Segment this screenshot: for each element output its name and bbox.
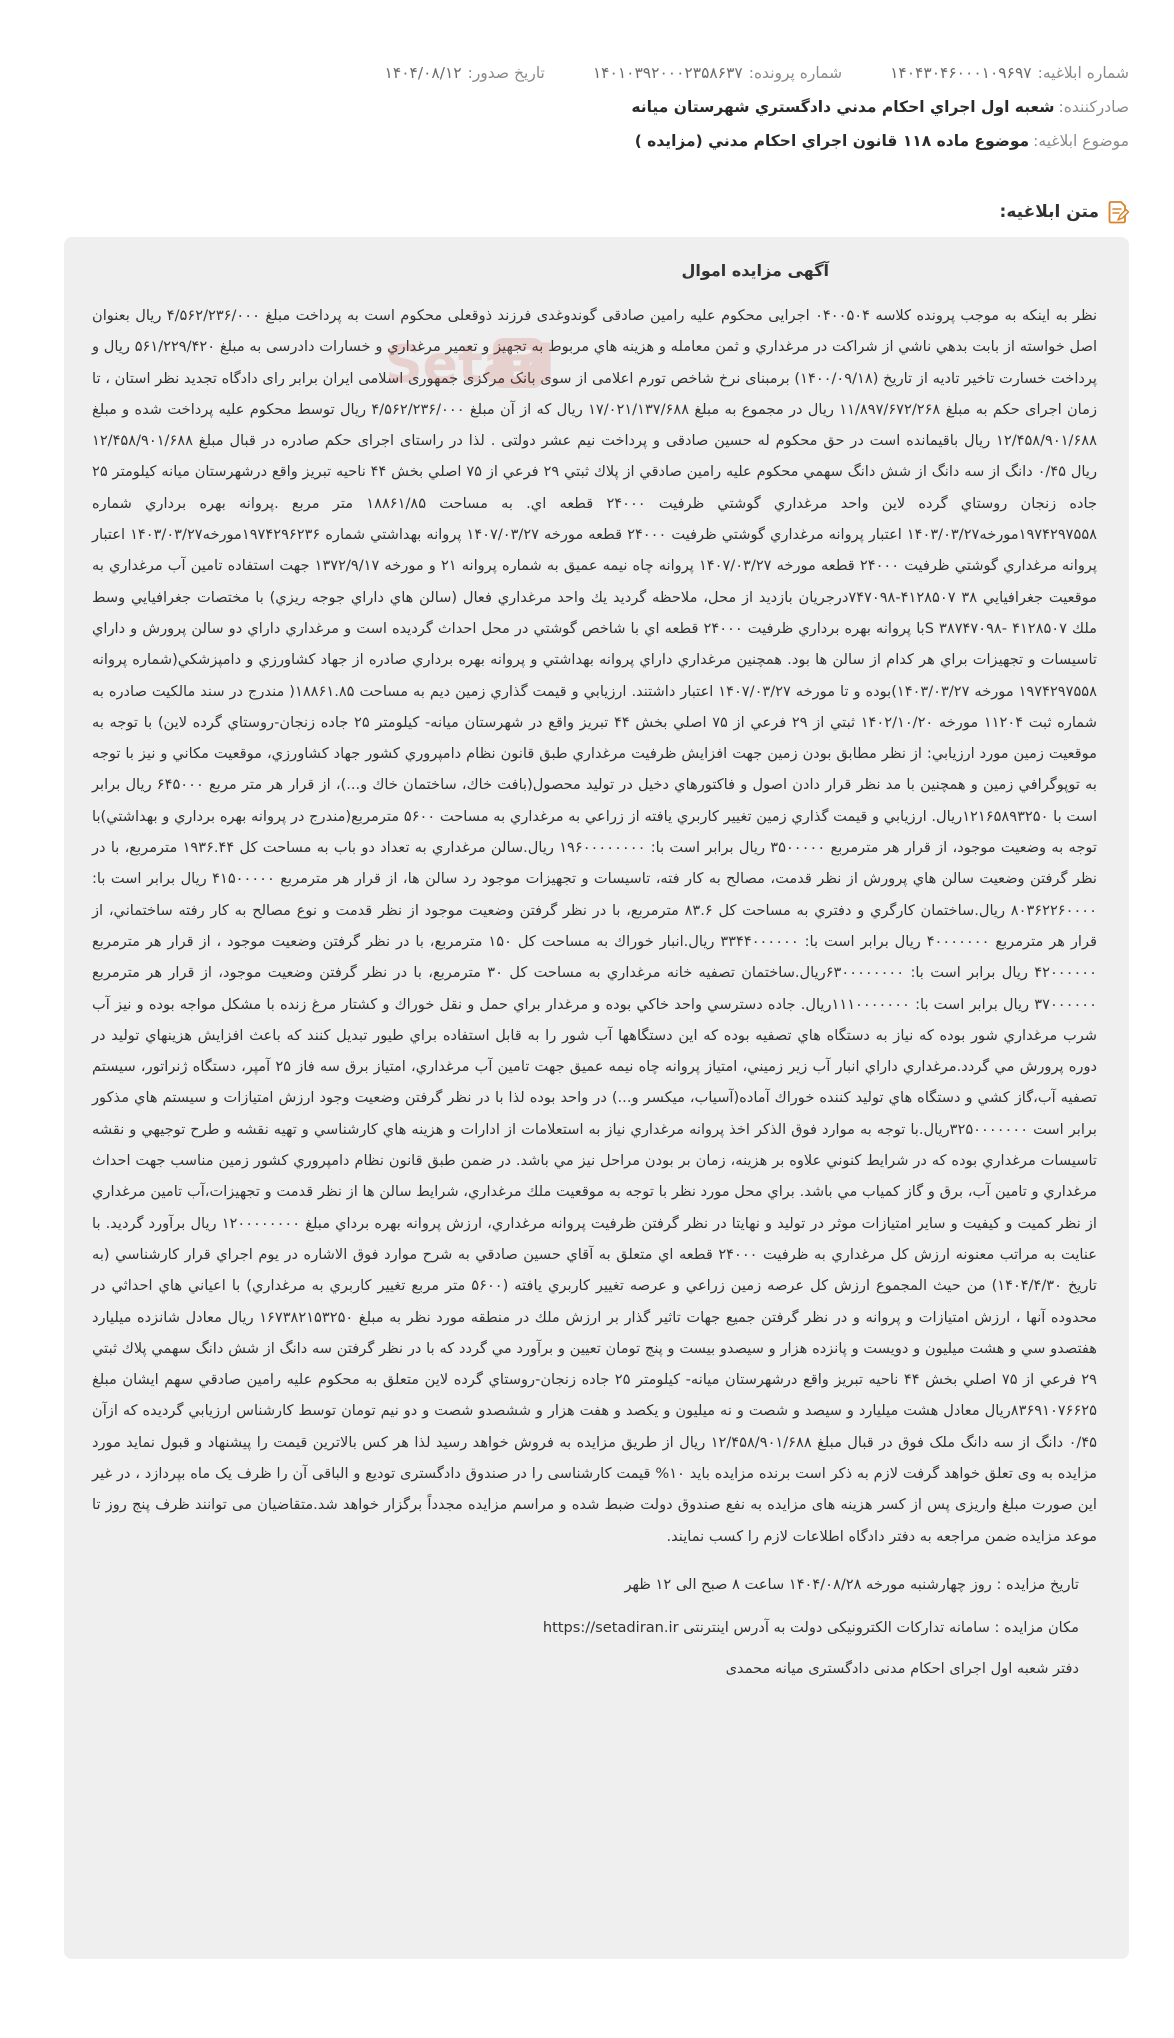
notice-header bbox=[49, 56, 1129, 158]
subject-label: موضوع ابلاغیه: bbox=[1033, 132, 1129, 150]
issue-date-value: ۱۴۰۴/۰۸/۱۲ bbox=[384, 64, 462, 82]
notice-number bbox=[890, 64, 1129, 82]
issue-date-label: تاریخ صدور: bbox=[467, 64, 545, 82]
notice-number-label: شماره ابلاغیه: bbox=[1037, 64, 1129, 82]
case-number-value: ۱۴۰۱۰۳۹۲۰۰۰۲۳۵۸۶۳۷ bbox=[592, 64, 743, 82]
notice-text-heading-label: متن ابلاغیه: bbox=[999, 202, 1099, 222]
subject-row bbox=[49, 124, 1129, 158]
auction-date: تاریخ مزایده : روز چهارشنبه مورخه ۱۴۰۴/۰۸/۲۸ ساعت ۸ صبح الی ۱۲ ظهر bbox=[624, 1575, 1079, 1593]
notice-text-heading bbox=[1000, 200, 1129, 224]
auction-place: مکان مزایده : سامانه تدارکات الکترونیکی دولت به آدرس اینترنتی https://setadiran.ir bbox=[542, 1618, 1079, 1636]
subject-value: موضوع ماده ۱۱۸ قانون اجراي احكام مدني (مزايده ) bbox=[634, 132, 1030, 150]
case-number bbox=[593, 64, 842, 82]
document-edit-icon bbox=[1107, 200, 1129, 224]
notice-content-box bbox=[64, 237, 1129, 1959]
notice-meta-row bbox=[49, 56, 1129, 90]
auction-title: آگهی مزایده اموال bbox=[681, 261, 829, 280]
office-signature: دفتر شعبه اول اجرای احکام مدنی دادگستری میانه محمدی bbox=[725, 1659, 1079, 1677]
auction-body-text: نظر به اینکه به موجب پرونده کلاسه ۰۴۰۰۵۰۴ اجرایی محکوم علیه رامین صادقی گوندوغدی فرزند ذوقعلی محکوم است به پرداخت مبلغ ۴/۵۶۲/۲۳۶/۰۰۰ ریال بعنوان اصل خواسته از بابت بدهي ناشي از شراکت در مرغداري و ثمن معامله و هزينه هاي مربوط به تجهيز و تعمير مرغداري و خسارات دادرسی به مبلغ ۵۶۱/۲۲۹/۴۲۰ ریال و پرداخت خسارت تاخیر تادیه از تاریخ (۱۴۰۰/۰۹/۱۸) برمبنای نرخ شاخص تورم اعلامی از سوی بانک مرکزی جمهوری اسلامی ایران برابر رای دادگاه تجدید نظر استان ، تا زمان اجرای حکم به مبلغ ۱۱/۸۹۷/۶۷۲/۲۶۸ ریال در مجموع به مبلغ ۱۷/۰۲۱/۱۳۷/۶۸۸ ریال که از آن مبلغ ۴/۵۶۲/۲۳۶/۰۰۰ ریال توسط محکوم علیه پرداخت شده و مبلغ ۱۲/۴۵۸/۹۰۱/۶۸۸ ریال باقیمانده است در حق محکوم له حسین صادقی و پرداخت نیم عشر دولتی . لذا در راستای اجرای حکم صادره در قبال مبلغ ۱۲/۴۵۸/۹۰۱/۶۸۸ ريال ۰/۴۵ دانگ از سه دانگ از شش دانگ سهمي محكوم عليه رامين صادقي از پلاك ثبتي ۲۹ فرعي از ۷۵ اصلي بخش ۴۴ ناحيه تبريز واقع درشهرستان ميانه كيلومتر ۲۵ جاده زنجان روستاي گرده لاين واحد مرغداري گوشتي ظرفيت ۲۴۰۰۰ قطعه اي. به مساحت ۱۸۸۶۱/۸۵ متر مربع .پروانه بهره برداري شماره ۱۹۷۴۲۹۷۵۵۸مورخه۱۴۰۳/۰۳/۲۷ اعتبار پروانه مرغداري گوشتي ظرفيت ۲۴۰۰۰ قطعه مورخه ۱۴۰۷/۰۳/۲۷ پروانه بهداشتي شماره ۱۹۷۴۲۹۶۲۳۶مورخه۱۴۰۳/۰۳/۲۷ اعتبار پروانه مرغداري گوشتي ظرفيت ۲۴۰۰۰ قطعه مورخه ۱۴۰۷/۰۳/۲۷ پروانه چاه نيمه عميق به شماره پروانه ۲۱ و مورخه ۱۳۷۲/۹/۱۷ جهت استفاده تامين آب مرغداري به موقعيت جغرافيايي ۳۸ ۴۱۲۸۵۰۷-۷۴۷۰۹۸درجريان بازديد از محل، ملاحظه گرديد يك واحد مرغداري فعال (سالن هاي داراي جوجه ريزي) با مختصات جغرافيايي وسط ملك ۴۱۲۸۵۰۷ -۳۸۷۴۷۰۹۸ Sبا پروانه بهره برداري ظرفيت ۲۴۰۰۰ قطعه اي با شاخص گوشتي در محل احداث گرديده است و مرغداري داراي دو سالن پرورش و داراي تاسيسات و تجهيزات براي هر كدام از سالن ها بود. همچنين مرغداري داراي پروانه بهداشتي و پروانه بهره برداري صادره از جهاد كشاورزي و دامپزشكي(شماره پروانه ۱۹۷۴۲۹۷۵۵۸ مورخه ۱۴۰۳/۰۳/۲۷)بوده و تا مورخه ۱۴۰۷/۰۳/۲۷ اعتبار داشتند. ارزيابي و قيمت گذاري زمين ديم به مساحت ۱۸۸۶۱.۸۵( مندرج در سند مالكيت صادره به شماره ثبت ۱۱۲۰۴ مورخه ۱۴۰۲/۱۰/۲۰ ثبتي از ۲۹ فرعي از ۷۵ اصلي بخش ۴۴ تبريز واقع در شهرستان ميانه- كيلومتر ۲۵ جاده زنجان-روستاي گرده لاين) با توجه به موقعيت زمين مورد ارزيابي: از نظر مطابق بودن زمين جهت افزايش ظرفيت مرغداري طبق قانون نظام دامپروري كشور جهاد كشاورزي، موقعيت مكاني و نيز با توجه به توپوگرافي زمين و همچنين با مد نظر قرار دادن اصول و فاكتورهاي دخيل در توليد محصول(بافت خاك، ساختمان خاك و...)، از قرار هر متر مربع ۶۴۵۰۰۰ ريال برابر است با ۱۲۱۶۵۸۹۳۲۵۰ريال. ارزيابي و قيمت گذاري زمين تغيير كاربري يافته از زراعي به مرغداري به مساحت ۵۶۰۰ مترمربع(مندرج در پروانه بهره برداري و بهداشتي)با توجه به وضعيت موجود، از قرار هر مترمربع ۳۵۰۰۰۰۰ ريال برابر است با: ۱۹۶۰۰۰۰۰۰۰۰ ريال.سالن مرغداري به تعداد دو باب به مساحت كل ۱۹۳۶.۴۴ مترمربع، با در نظر گرفتن وضعيت سالن هاي پرورش از نظر قدمت، مصالح به كار فته، تاسيسات و تجهيزات موجود رد سالن ها، از قرار هر مترمربع ۴۱۵۰۰۰۰۰ ريال برابر است با: ۸۰۳۶۲۲۶۰۰۰۰ ريال.ساختمان كارگري و دفتري به مساحت كل ۸۳.۶ مترمربع، با در نظر گرفتن وضعيت موجود از نظر قدمت و نوع مصالح به كار رفته ساختماني، از قرار هر مترمربع ۴۰۰۰۰۰۰۰ ريال برابر است با: ۳۳۴۴۰۰۰۰۰۰ ريال.انبار خوراك به مساحت كل ۱۵۰ مترمربع، با در نظر گرفتن وضعيت موجود ، از قرار هر مترمربع ۴۲۰۰۰۰۰۰ ريال برابر است با: ۶۳۰۰۰۰۰۰۰۰ريال.ساختمان تصفيه خانه مرغداري به مساحت كل ۳۰ مترمربع، با در نظر گرفتن وضعيت موجود، از قرار هر مترمربع ۳۷۰۰۰۰۰۰ ريال برابر است با: ۱۱۱۰۰۰۰۰۰۰ريال. جاده دسترسي واحد خاكي بوده و مرغدار براي حمل و نقل خوراك و كشتار مرغ زنده با مشكل مواجه بوده و نيز آب شرب مرغداري شور بوده كه نياز به دستگاه هاي تصفيه بوده كه اين دستگاهها آب شور را به قابل استفاده براي طيور تبديل كنند كه باعث افزايش هزينهاي توليد در دوره پرورش مي گردد.مرغداري داراي انبار آب زير زميني، امتياز پروانه چاه نيمه عميق جهت تامين آب مرغداري، امتياز برق سه فاز ۲۵ آمپر، دستگاه ژنراتور، سيستم تصفيه آب،گاز كشي و دستگاه هاي توليد كننده خوراك آماده(آسياب، ميكسر و...) در واحد بوده لذا با در نظر گرفتن وضعيت وجود ارزش امتيازات و سيستم هاي مذكور برابر است ۳۲۵۰۰۰۰۰۰۰ريال.با توجه به موارد فوق الذكر اخذ پروانه مرغداري نياز به استعلامات از ادارات و هزينه هاي كارشناسي و تهيه نقشه و طرح توجيهي و نقشه تاسيسات مرغداري بوده كه در شرايط كنوني علاوه بر هزينه، زمان بر بودن مراحل نيز مي باشد. در ضمن طبق قانون نظام دامپروري كشور زمين مناسب جهت احداث مرغداري و تامين آب، برق و گاز كمياب مي باشد. براي محل مورد نظر با توجه به موقعيت ملك مرغداري، شرايط سالن ها از نظر قدمت و تجهيزات،آب تامين مرغداري از نظر كميت و كيفيت و ساير امتيازات موثر در توليد و نهايتا در نظر گرفتن ظرفيت پروانه مرغداري، ارزش پروانه بهره برداي مبلغ ۱۲۰۰۰۰۰۰۰۰ ريال برآورد گرديد. با عنايت به مراتب معنونه ارزش كل مرغداري به ظرفيت ۲۴۰۰۰ قطعه اي متعلق به آقاي حسين صادقي به شرح موارد فوق الاشاره در يوم اجراي قرار كارشناسي (به تاريخ ۱۴۰۴/۴/۳۰) من حيث المجموع ارزش كل عرصه زمين زراعي و عرصه تغيير كاربري يافته (۵۶۰۰ متر مربع تغيير كاربري به مرغداري) با اعياني هاي احداثي در محدوده آنها ، ارزش امتيازات و پروانه و در نظر گرفتن جميع جهات تاثير گذار بر ارزش ملك در منطقه مورد نظر به مبلغ ۱۶۷۳۸۲۱۵۳۲۵۰ ريال معادل شانزده ميليارد هفتصدو سي و هشت ميليون و دويست و پانزده هزار و سيصدو بيست و پنج تومان تعيين و برآورد مي گردد كه با در نظر گرفتن سه دانگ از شش دانگ سهمي پلاك ثبتي ۲۹ فرعي از ۷۵ اصلي بخش ۴۴ ناحيه تبريز واقع درشهرستان ميانه- كيلومتر ۲۵ جاده زنجان-روستاي گرده لاين متعلق به محكوم عليه رامين صادقي سهم ايشان مبلغ ۸۳۶۹۱۰۷۶۶۲۵ريال معادل هشت ميليارد و سيصد و شصت و نه ميليون و يكصد و هفت هزار و ششصدو شصت و دو نيم تومان توسط كارشناس ارزيابي گرديده كه ازآن ۰/۴۵ دانگ از سه دانگ ملک فوق در قبال مبلغ ۱۲/۴۵۸/۹۰۱/۶۸۸ ریال از طریق مزایده به فروش خواهد رسید لذا هر کس بالاترین قیمت را پیشنهاد و قبول نماید مورد مزایده به وی تعلق خواهد گرفت لازم به ذکر است برنده مزایده باید ۱۰% قیمت کارشناسی را در صندوق دادگستری تودیع و الباقی آن را ظرف یک ماه بپردازد ، در غیر این صورت مبلغ واریزی پس از کسر هزینه های مزایده به نفع صندوق دولت ضبط شده و مراسم مزایده مجدداً برگزار خواهد شد.متقاضیان می توانند ظرف پنج روز تا موعد مزایده ضمن مراجعه به دفتر دادگاه اطلاعات لازم را کسب نمایند. bbox=[92, 307, 1098, 1545]
case-number-label: شماره پرونده: bbox=[748, 64, 843, 82]
issuer-row bbox=[49, 90, 1129, 124]
issue-date bbox=[385, 64, 545, 82]
issuer-label: صادرکننده: bbox=[1058, 98, 1129, 116]
notice-number-value: ۱۴۰۴۳۰۴۶۰۰۰۱۰۹۶۹۷ bbox=[890, 64, 1032, 82]
issuer-value: شعبه اول اجراي احكام مدني دادگستري شهرستان ميانه bbox=[631, 98, 1055, 116]
